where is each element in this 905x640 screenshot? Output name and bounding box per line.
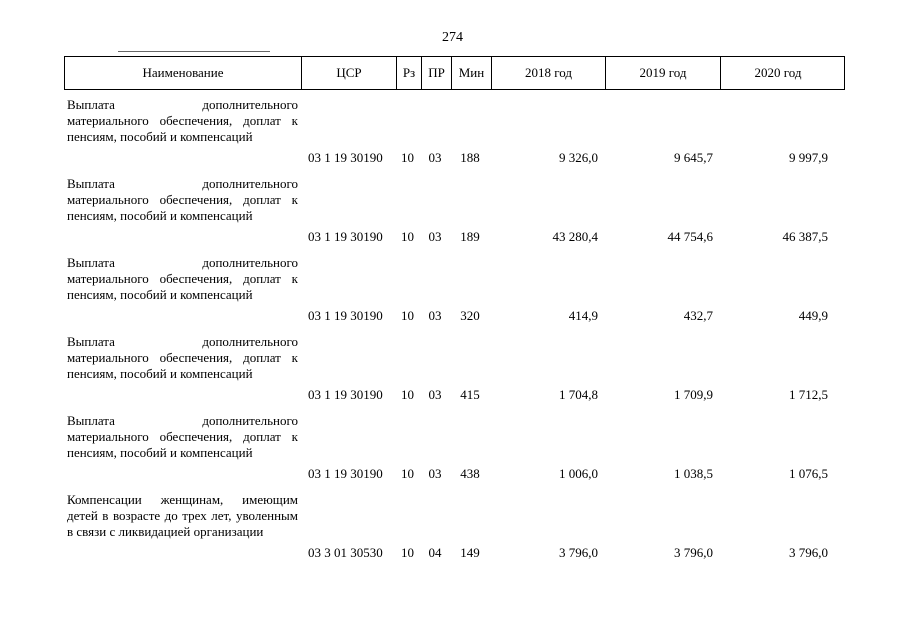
- row-min: 189: [460, 229, 480, 244]
- table-row: [64, 90, 845, 169]
- row-rz: 10: [401, 229, 414, 244]
- row-rz: 10: [401, 308, 414, 323]
- page-number: 274: [442, 30, 463, 45]
- row-csr: 03 1 19 30190: [308, 150, 383, 165]
- table-row: [64, 169, 845, 248]
- row-csr: 03 3 01 30530: [308, 545, 383, 560]
- row-2020: 9 997,9: [789, 150, 828, 165]
- row-pr: 03: [428, 229, 442, 244]
- row-2019: 432,7: [683, 308, 713, 323]
- row-min: 320: [460, 308, 480, 323]
- row-name: Выплата дополнительного материального обеспечения, доплат к пенсиям, пособий и компенсаций: [67, 334, 298, 381]
- row-csr: 03 1 19 30190: [308, 229, 383, 244]
- row-2018: 1 704,8: [559, 387, 598, 402]
- row-pr: 03: [428, 308, 442, 323]
- header-name: Наименование: [142, 65, 224, 80]
- header-pr: ПР: [421, 57, 451, 89]
- row-name: Выплата дополнительного материального обеспечения, доплат к пенсиям, пособий и компенсаций: [67, 97, 298, 144]
- row-rz: 10: [401, 150, 414, 165]
- scan-mark-line: [118, 51, 270, 52]
- row-rz: 10: [401, 545, 414, 560]
- row-name: Выплата дополнительного материального обеспечения, доплат к пенсиям, пособий и компенсаций: [67, 255, 298, 302]
- table-row: [64, 485, 845, 564]
- row-pr: 03: [428, 466, 442, 481]
- header-min: Мин: [451, 57, 491, 89]
- row-csr: 03 1 19 30190: [308, 308, 383, 323]
- header-rz: Рз: [396, 57, 421, 89]
- row-2020: 46 387,5: [782, 229, 828, 244]
- row-csr: 03 1 19 30190: [308, 466, 383, 481]
- header-csr: ЦСР: [301, 57, 396, 89]
- table-row: [64, 248, 845, 327]
- row-2019: 44 754,6: [667, 229, 713, 244]
- row-2020: 449,9: [798, 308, 828, 323]
- row-2019: 1 709,9: [674, 387, 713, 402]
- row-2018: 9 326,0: [559, 150, 598, 165]
- row-2020: 1 076,5: [789, 466, 828, 481]
- row-2018: 1 006,0: [559, 466, 598, 481]
- header-2020: 2020 год: [720, 57, 835, 89]
- row-2019: 1 038,5: [674, 466, 713, 481]
- row-2020: 3 796,0: [789, 545, 828, 560]
- row-min: 438: [460, 466, 480, 481]
- row-min: 415: [460, 387, 480, 402]
- budget-table: [64, 56, 845, 564]
- row-pr: 03: [428, 387, 442, 402]
- row-csr: 03 1 19 30190: [308, 387, 383, 402]
- row-rz: 10: [401, 466, 414, 481]
- row-name: Выплата дополнительного материального обеспечения, доплат к пенсиям, пособий и компенсаций: [67, 176, 298, 223]
- row-min: 188: [460, 150, 480, 165]
- row-min: 149: [460, 545, 480, 560]
- row-2018: 3 796,0: [559, 545, 598, 560]
- row-pr: 03: [428, 150, 442, 165]
- row-2018: 43 280,4: [552, 229, 598, 244]
- row-2020: 1 712,5: [789, 387, 828, 402]
- header-2018: 2018 год: [491, 57, 605, 89]
- row-name: Выплата дополнительного материального обеспечения, доплат к пенсиям, пособий и компенсаций: [67, 413, 298, 460]
- row-2019: 3 796,0: [674, 545, 713, 560]
- table-row: [64, 406, 845, 485]
- header-2019: 2019 год: [605, 57, 720, 89]
- table-header: [64, 56, 845, 90]
- row-pr: 04: [428, 545, 442, 560]
- table-row: [64, 327, 845, 406]
- row-2019: 9 645,7: [674, 150, 713, 165]
- row-2018: 414,9: [568, 308, 598, 323]
- row-name: Компенсации женщинам, имеющим детей в возрасте до трех лет, уволенным в связи с ликвидацией организации: [67, 492, 298, 539]
- row-rz: 10: [401, 387, 414, 402]
